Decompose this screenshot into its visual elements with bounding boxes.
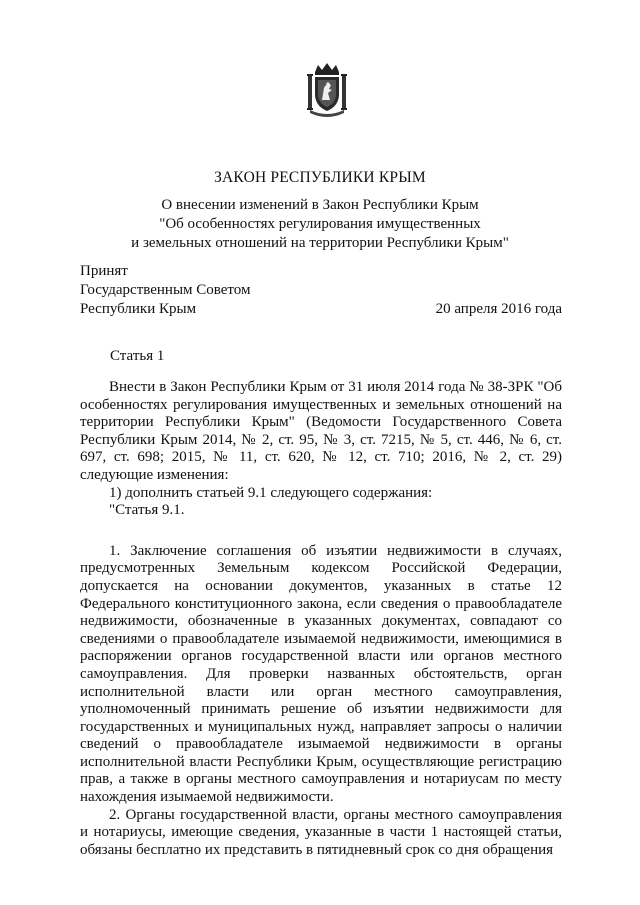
- subtitle-line: "Об особенностях регулирования имущественных: [159, 216, 481, 232]
- subtitle-line: и земельных отношений на территории Республики Крым": [131, 235, 509, 251]
- subtitle-line: О внесении изменений в Закон Республики Крым: [161, 197, 479, 213]
- law-subtitle: [0, 196, 640, 253]
- intro-paragraph: Внести в Закон Республики Крым от 31 июля 2014 года № 38-ЗРК "Об особенностях регулирования имущественных и земельных отношений на территории Республики Крым" (Ведомости Государственного Совета Республики Крым 2014, № 2, ст. 95, № 3, ст. 7215, № 5, ст. 446, № 6, ст. 697, ст. 698; 2015, № 11, ст. 620, № 12, ст. 710; 2016, № 2, ст. 29) следующие изменения:: [80, 379, 562, 483]
- clause-paragraph: 2. Органы государственной власти, органы местного самоуправления и нотариусы, имеющие сведения, указанные в части 1 настоящей статьи, обязаны бесплатно их представить в пятидневный срок со дня обращения: [80, 806, 562, 858]
- crimea-emblem-icon: [306, 60, 348, 118]
- article-heading: Статья 1: [110, 348, 165, 364]
- adoption-date: 20 апреля 2016 года: [435, 301, 562, 317]
- law-title: ЗАКОН РЕСПУБЛИКИ КРЫМ: [214, 169, 426, 186]
- article-body: [80, 379, 562, 859]
- paragraph-gap: [80, 520, 562, 543]
- amendment-item: 1) дополнить статьей 9.1 следующего содержания:: [109, 484, 433, 501]
- adopted-line: Республики Крым: [80, 301, 197, 317]
- adopted-line: Государственным Советом: [80, 282, 251, 298]
- adopted-line: Принят: [80, 263, 128, 279]
- clause-paragraph: 1. Заключение соглашения об изъятии недвижимости в случаях, предусмотренных Земельным кодексом Российской Федерации, допускается на основании документов, указанных в статье 12 Федерального конституционного закона, если сведения о правообладателе недвижимости, обозначенные в указанных документах, совпадают со сведениями о правообладателе изымаемой недвижимости, имеющимися в распоряжении органов государственной власти или органов местного самоуправления. Для проверки названных обстоятельств, орган исполнительной власти или орган местного самоуправления, уполномоченный принимать решение об изъятии недвижимости для государственных и муниципальных нужд, направляет запросы о наличии сведений о правообладателе изымаемой недвижимости в органы исполнительной власти Республики Крым, осуществляющие регистрацию прав, а также в органы местного самоуправления и нотариусам по месту нахождения изымаемой недвижимости.: [80, 542, 562, 806]
- new-article-heading: "Статья 9.1.: [109, 502, 185, 519]
